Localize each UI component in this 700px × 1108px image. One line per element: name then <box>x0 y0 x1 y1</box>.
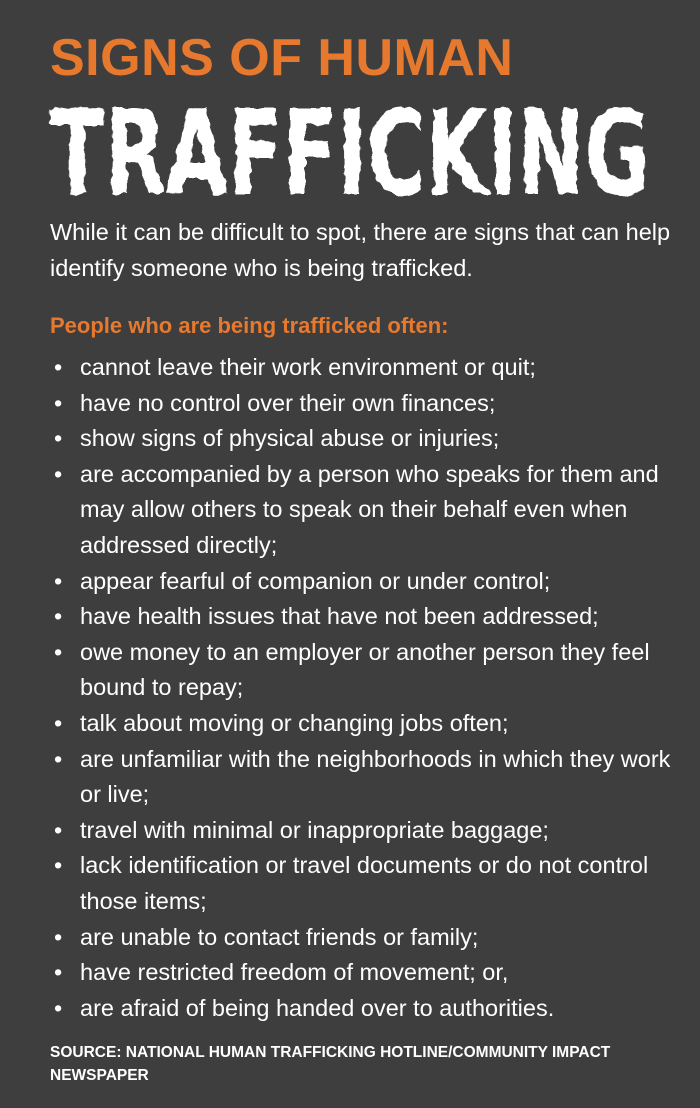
list-item-text: are unable to contact friends or family; <box>80 923 479 950</box>
list-item-text: talk about moving or changing jobs often; <box>80 709 509 736</box>
bullet-icon: • <box>54 852 63 879</box>
bullet-icon: • <box>54 354 63 380</box>
list-item <box>50 706 675 742</box>
list-item-text: appear fearful of companion or under control; <box>80 567 551 594</box>
bullet-icon: • <box>54 460 63 487</box>
bullet-icon: • <box>54 745 63 772</box>
list-item-text: are accompanied by a person who speaks for them and may allow others to speak on their behalf even when addressed directly; <box>80 460 659 558</box>
list-item-text: cannot leave their work environment or quit; <box>80 354 536 380</box>
list-item-text: are afraid of being handed over to authorities. <box>80 994 555 1021</box>
list-item-text: have health issues that have not been addressed; <box>80 603 599 630</box>
bullet-icon: • <box>54 603 63 630</box>
bullet-icon: • <box>54 709 63 736</box>
bullet-icon: • <box>54 816 63 843</box>
list-item-text: have restricted freedom of movement; or, <box>80 959 509 986</box>
bullet-icon: • <box>54 638 63 665</box>
list-item-text: show signs of physical abuse or injuries; <box>80 425 500 452</box>
list-item <box>50 955 675 991</box>
list-item <box>50 848 675 919</box>
headline-kicker: SIGNS OF HUMAN <box>50 29 514 87</box>
bullet-icon: • <box>54 567 63 594</box>
list-item-text: owe money to an employer or another person they feel bound to repay; <box>80 638 650 701</box>
list-item <box>50 920 675 956</box>
headline-text: TRAFFICKING <box>50 88 650 210</box>
list-item-text: travel with minimal or inappropriate baggage; <box>80 816 549 843</box>
list-item <box>50 991 675 1027</box>
list-item <box>50 457 675 564</box>
list-item-text: lack identification or travel documents or do not control those items; <box>80 852 649 914</box>
list-item-text: have no control over their own finances; <box>80 389 496 416</box>
list-item <box>50 742 675 813</box>
bullet-icon: • <box>54 389 63 416</box>
list-heading: People who are being trafficked often: <box>50 313 449 338</box>
headline-trafficking <box>44 88 656 210</box>
list-item <box>50 421 675 457</box>
list-item <box>50 386 675 422</box>
bullet-icon: • <box>54 959 63 986</box>
source-credit: SOURCE: NATIONAL HUMAN TRAFFICKING HOTLINE/COMMUNITY IMPACT NEWSPAPER <box>50 1044 611 1084</box>
signs-list <box>50 350 675 1026</box>
list-item <box>50 564 675 600</box>
intro-paragraph: While it can be difficult to spot, there are signs that can help identify someone who is being trafficked. <box>50 219 671 281</box>
bullet-icon: • <box>54 425 63 452</box>
bullet-icon: • <box>54 923 63 950</box>
list-item <box>50 813 675 849</box>
list-item-text: are unfamiliar with the neighborhoods in which they work or live; <box>80 745 671 808</box>
bullet-icon: • <box>54 994 63 1021</box>
list-item <box>50 635 675 706</box>
list-item <box>50 350 675 386</box>
list-item <box>50 599 675 635</box>
